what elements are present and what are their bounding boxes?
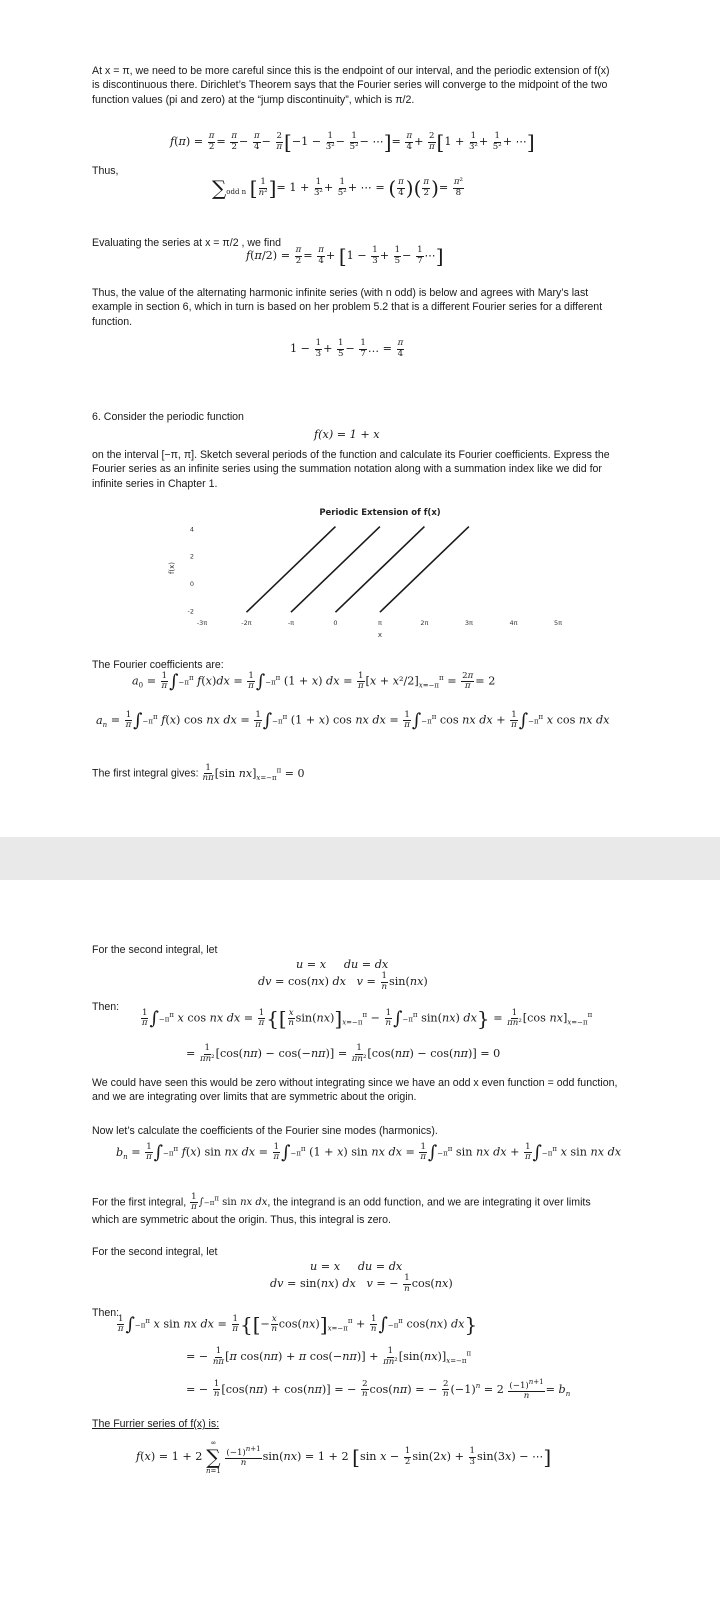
problem-lead: Consider the periodic function (103, 411, 244, 423)
series-line (335, 527, 424, 613)
substitution-sin-2: dv = sin(nx) dx v = − $\frac{1}{n}$ cos(nx) (270, 1273, 453, 1294)
y-tick-label: 0 (189, 580, 194, 588)
first-integral-sine-text-b: , the integrand is an odd function, and we are integrating it over limits which are symmetric about the origin. Thus, this integral is zero. (92, 1196, 591, 1226)
series-line (380, 527, 469, 613)
y-axis-label: f(x) (168, 561, 176, 575)
problem-statement: on the interval [−π, π]. Sketch several periods of the function and calculate its Fourier coefficients. Express the Fourier series as an infinite series using the summation notation along with a summation index like we did for infinite series in Chapter 1. (92, 449, 610, 490)
equation-ibp-sin-1: $\frac{1}{\pi}$ $\int-\pi^\pi$ x sin nx dx = $\frac{1}{\pi}$ {[− $\frac{x}{n}$ $\cos(nx)]_{x=-\pi}^\pi$ + $\frac{1}{n}$ $\int-\pi^\pi$ cos(nx) dx} (117, 1312, 478, 1337)
problem-function: f(x) = 1 + x (314, 428, 380, 441)
equation-an: $a_n$ = $\frac{1}{\pi}$ $\int-\pi^\pi$ f(x) cos nx dx = $\frac{1}{\pi}$ $\int-\pi^\pi$ (1 + x) cos nx dx = $\frac{1}{\pi}$ $\int-\pi^\pi$ cos nx dx + $\frac{1}{\pi}$ $\int-\pi^\pi$ x cos nx dx (96, 709, 610, 731)
problem-heading (92, 410, 612, 424)
then-label-1: Then: (92, 1001, 120, 1013)
y-tick-label: 2 (189, 552, 194, 561)
intro-paragraph: At x = π, we need to be more careful since this is the endpoint of our interval, and the periodic extension of f(x) is discontinuous there. Dirichlet’s Theorem says that the Fourier series will converge to the midpoint of the two function values (pi and zero) at the “jump discontinuity”, which is π/2. (92, 65, 610, 106)
chart-title: Periodic Extension of f(x) (319, 508, 441, 518)
equation-bn: $b_n$ = $\frac{1}{\pi}$ $\int-\pi^\pi$ f(x) sin nx dx = $\frac{1}{\pi}$ $\int-\pi^\pi$ (1 + x) sin nx dx = $\frac{1}{\pi}$ $\int-\pi^\pi$ sin nx dx + $\frac{1}{\pi}$ $\int-\pi^\pi$ x sin nx dx (116, 1141, 622, 1163)
first-integral-label: The first integral gives: (92, 767, 199, 780)
periodic-extension-chart (160, 503, 580, 651)
then-label-2: Then: (92, 1307, 120, 1319)
equation-f-pi-over-2: f(π/2) = $\frac{\pi}{2}$ = $\frac{\pi}{4}$ + [1 − $\frac{1}{3}$ + $\frac{1}{5}$ − $\frac{1}{7}$ ⋯] (246, 244, 444, 268)
x-tick-label: -3π (196, 619, 208, 627)
equation-ibp-cos-2: = $\frac{1}{\text{πn²}}$ [cos(nπ) − cos(−nπ)] = $\frac{1}{\text{πn²}}$ [cos(nπ) − cos(nπ)] = 0 (186, 1043, 501, 1064)
x-tick-label: 2π (420, 619, 429, 627)
thus-label-1: Thus, (92, 165, 119, 177)
x-tick-label: 5π (553, 619, 563, 627)
first-integral-sine-paragraph: For the first integral, $\frac{1}{\pi}$ $\int-\pi^\pi$ sin nx dx, the integrand is an odd function, and we are integrating it over limits which are symmetric about the origin. Thus, this integral is zero. (92, 1191, 591, 1226)
fourier-series-label-text: The Furrier series of f(x) is: (92, 1418, 220, 1430)
fourier-series-label (92, 1417, 612, 1431)
substitution-sin-1: u = x du = dx (310, 1260, 403, 1273)
y-tick-label: -2 (187, 607, 194, 616)
x-tick-label: 3π (464, 619, 473, 627)
equation-leibniz: 1 − $\frac{1}{3}$ + $\frac{1}{5}$ − $\frac{1}{7}$ … = $\frac{\pi}{4}$ (290, 338, 404, 359)
series-line (291, 527, 380, 613)
sine-modes-intro: Now let’s calculate the coefficients of the Fourier sine modes (harmonics). (92, 1125, 438, 1137)
second-integral-sin-label: For the second integral, let (92, 1246, 218, 1258)
x-tick-label: 0 (333, 619, 338, 627)
equation-f-pi: f(π) = $\frac{\pi}{2}$ = $\frac{\pi}{2}$ − $\frac{\pi}{4}$ − $\frac{2}{\pi}$ [−1 − $\frac{1}{\text{3²}}$ − $\frac{1}{\text{5²}}$ − ⋯]= $\frac{\pi}{4}$ + $\frac{2}{\pi}$ [1 + $\frac{1}{\text{3²}}$ + $\frac{1}{\text{5²}}$ + ⋯] (170, 130, 535, 154)
equation-ibp-sin-3: = − $\frac{1}{n}$ [cos(nπ) + cos(nπ)] = − $\frac{2}{n}$ cos(nπ) = − $\frac{2}{n}$ $(-1)^n = 2$ $\frac{(-1)^{n+1}}{n}$ = $b_n$ (186, 1378, 571, 1402)
page-2 (0, 880, 720, 1600)
equation-ibp-cos-1: $\frac{1}{\pi}$ $\int-\pi^\pi$ x cos nx dx = $\frac{1}{\pi}$ {[ $\frac{x}{n}$ $\sin(nx)]_{x=-\pi}^\pi$ − $\frac{1}{n}$ $\int-\pi^\pi$ sin(nx) dx} = $\frac{1}{\text{πn²}}$ [cos $nx]_{x=-\pi}^\pi$ (141, 1006, 593, 1031)
alternating-series-paragraph: Thus, the value of the alternating harmonic infinite series (with n odd) is below and agrees with Mary’s last example in section 6, which in turn is based on her problem 5.2 that is a different Fourier series for a different function. (92, 287, 603, 328)
x-axis-label: x (377, 631, 383, 639)
problem-number: 6. (92, 411, 101, 423)
coefficients-label: The Fourier coefficients are: (92, 659, 224, 671)
equation-odd-sum: $\sum_{odd n}$ [ $\frac{1}{\text{n²}}$ ]= 1 + $\frac{1}{\text{3²}}$ + $\frac{1}{\text{5²}}$ + ⋯ = ( $\frac{\pi}{4}$ )( $\frac{\pi}{2}$ )= $\frac{\text{π²}}{8}$ (212, 176, 463, 200)
equation-ibp-sin-2: = − $\frac{1}{n\pi}$ [π cos(nπ) + π cos(−nπ)] + $\frac{1}{\text{πn²}}$ $[\sin(nx)]_{x=-\pi}^\pi$ (186, 1346, 472, 1367)
series-line (246, 527, 335, 613)
equation-a0: $a_0$ = $\frac{1}{\pi}$ $\int-\pi^\pi$ f(x)dx = $\frac{1}{\pi}$ $\int-\pi^\pi$ (1 + x) dx = $\frac{1}{\pi}$ $[x + x^2/2]_{x=-\pi}^\pi$ = $\frac{2\pi}{\pi}$ = 2 (132, 670, 496, 692)
x-tick-label: π (377, 619, 382, 627)
evaluating-text: Evaluating the series at x = π/2 , we find (92, 237, 281, 249)
first-integral-sine-text-a: For the first integral, (92, 1196, 187, 1209)
x-tick-label: 4π (509, 619, 518, 627)
second-integral-cos-label: For the second integral, let (92, 944, 218, 956)
first-integral-line: The first integral gives: $\frac{1}{n\pi}$ [sin $nx]_{x=-\pi}^\pi = 0$ (92, 762, 305, 784)
x-tick-label: -2π (241, 619, 252, 627)
substitution-cos-2: dv = cos(nx) dx v = $\frac{1}{n}$ sin(nx) (258, 971, 428, 992)
equation-fourier-series: f(x) = 1 + 2 ∞ ∑ n=1 $\frac{(-1)^{n+1}}{n}$ sin(nx) = 1 + 2 [sin x − $\frac{1}{2}$ sin(2x) + $\frac{1}{3}$ sin(3x) − ⋯] (136, 1439, 552, 1475)
substitution-cos-1: u = x du = dx (296, 958, 389, 971)
x-tick-label: -π (287, 619, 295, 627)
odd-even-note: We could have seen this would be zero without integrating since we have an odd x even function = odd function, and we are integrating over limits that are symmetric about the origin. (92, 1077, 618, 1104)
y-tick-label: 4 (189, 525, 194, 534)
